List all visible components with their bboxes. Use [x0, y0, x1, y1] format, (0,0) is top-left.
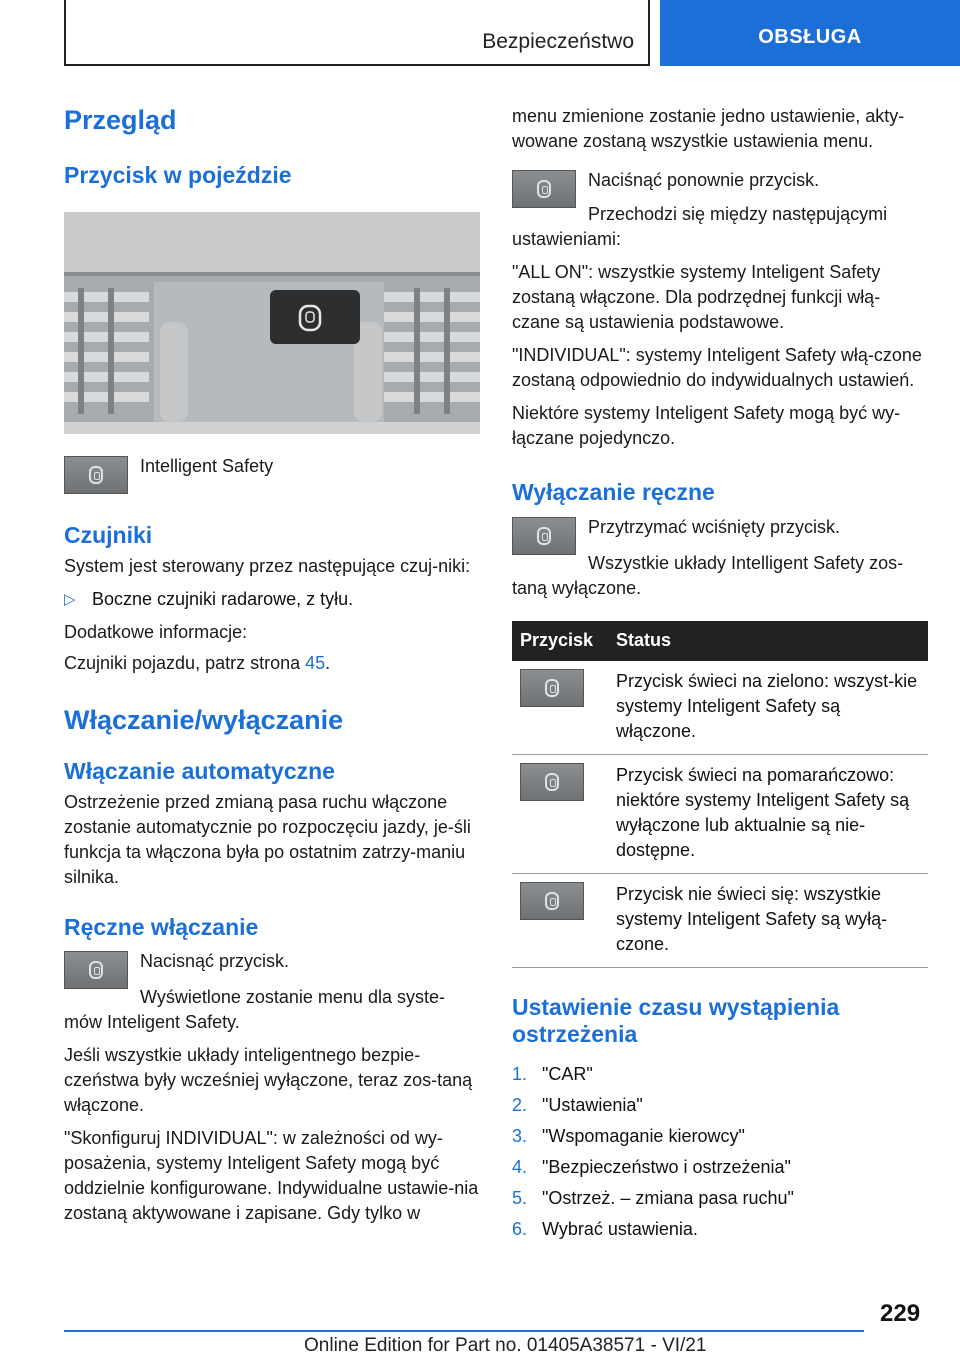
list-item: 6. Wybrać ustawienia. [512, 1218, 698, 1239]
status-table [512, 621, 928, 968]
hold-press-text: Przytrzymać wciśnięty przycisk. [588, 516, 841, 537]
sensors-text: System jest sterowany przez następujące czuj-niki: [64, 555, 471, 576]
safety-button-icon [512, 170, 576, 208]
list-item: 3. "Wspomaganie kierowcy" [512, 1125, 745, 1146]
list-item: 4. "Bezpieczeństwo i ostrzeżenia" [512, 1156, 791, 1177]
continued-text: menu zmienione zostanie jedno ustawienie, akty-wowane zostaną wszystkie ustawienia menu. [512, 106, 905, 151]
table-header-button: Przycisk [512, 621, 608, 661]
list-item: 1. "CAR" [512, 1063, 593, 1084]
manual-menu-text: Wyświetlone zostanie menu dla syste-mów Inteligent Safety. [64, 987, 445, 1033]
heading-manual-off: Wyłączanie ręczne [512, 479, 715, 505]
manual-press-row [64, 949, 480, 989]
sensors-reference [64, 651, 480, 676]
single-off-text: Niektóre systemy Inteligent Safety mogą być wy-łączane pojedynczo. [512, 403, 901, 448]
table-row [512, 754, 928, 873]
safety-button-caption: Intelligent Safety [140, 455, 274, 476]
status-cell: Przycisk świeci na zielono: wszyst-kie systemy Inteligent Safety są włączone. [608, 661, 928, 755]
hold-press-row [512, 515, 928, 555]
individual-text: "INDIVIDUAL": systemy Inteligent Safety włą-czone zostaną odpowiednio do indywidualnych ustawień. [512, 345, 922, 390]
left-column [64, 96, 480, 1226]
safety-button-icon [512, 517, 576, 555]
safety-button-icon [520, 763, 584, 801]
footer-rule [64, 1330, 864, 1332]
vehicle-button-photo [64, 212, 480, 434]
chapter-tab[interactable]: OBSŁUGA [660, 0, 960, 66]
page-number: 229 [880, 1300, 921, 1327]
triangle-bullet-icon: ▷ [64, 590, 76, 608]
safety-button-icon [520, 669, 584, 707]
all-on-text: "ALL ON": wszystkie systemy Inteligent Safety zostaną włączone. Dla podrzędnej funkcji włą-czane są ustawienia podstawowe. [512, 262, 881, 332]
page-title: Przegląd [64, 105, 177, 135]
sensor-bullet-text: Boczne czujniki radarowe, z tyłu. [92, 588, 354, 609]
auto-on-text: Ostrzeżenie przed zmianą pasa ruchu włączone zostanie automatycznie po rozpoczęciu jazdy, je-śli funkcja ta włączona była po ostatnim zatrzy-maniu silnika. [64, 791, 471, 887]
table-row [512, 873, 928, 967]
safety-button-icon [64, 456, 128, 494]
page-link[interactable]: 45 [305, 652, 326, 673]
heading-on-off: Włączanie/wyłączanie [64, 704, 344, 735]
dashboard-vents-image [64, 212, 480, 434]
safety-button-icon [520, 882, 584, 920]
heading-button-in-vehicle: Przycisk w pojeździe [64, 162, 292, 189]
cycle-text: Przechodzi się między następującymi ustawieniami: [512, 204, 888, 249]
table-row [512, 661, 928, 755]
heading-sensors: Czujniki [64, 521, 153, 548]
all-off-text: Wszystkie układy Intelligent Safety zos-taną wyłączone. [512, 552, 904, 598]
intelligent-safety-row [64, 454, 480, 494]
right-column [512, 104, 928, 1245]
more-info-label: Dodatkowe informacje: [64, 621, 248, 642]
reference-dot: . [325, 652, 331, 673]
list-item: 5. "Ostrzeż. – zmiana pasa ruchu" [512, 1187, 794, 1208]
sensor-bullet [64, 587, 480, 612]
table-header-status: Status [608, 621, 928, 661]
safety-button-icon [64, 951, 128, 989]
heading-warning-timing: Ustawienie czasu wystąpienia ostrzeżenia [512, 993, 840, 1048]
heading-auto-on: Włączanie automatyczne [64, 757, 335, 784]
section-title: Bezpieczeństwo [482, 30, 634, 53]
header-section-box [64, 0, 650, 66]
manual-paragraph-2: "Skonfiguruj INDIVIDUAL": w zależności od wy-posażenia, systemy Inteligent Safety mogą być oddzielnie konfigurowane. Indywidualne ustawie-nia zostaną aktywowane i zapisane. Gdy tylko w [64, 1128, 479, 1224]
status-cell: Przycisk świeci na pomarańczowo: niektóre systemy Inteligent Safety są wyłączone lub aktualnie są nie-dostępne. [608, 754, 928, 873]
reference-text: Czujniki pojazdu, patrz strona [64, 652, 301, 673]
steps-list [512, 1059, 928, 1245]
heading-manual-on: Ręczne włączanie [64, 913, 259, 940]
press-again-text: Naciśnąć ponownie przycisk. [588, 170, 820, 190]
list-item: 2. "Ustawienia" [512, 1094, 643, 1115]
manual-paragraph-1: Jeśli wszystkie układy inteligentnego bezpie-czeństwa były wcześniej wyłączone, teraz zos-taną włączone. [64, 1045, 473, 1116]
manual-press-text: Nacisnąć przycisk. [140, 951, 290, 972]
edition-text: Online Edition for Part no. 01405A38571 - VI/21 [304, 1335, 707, 1356]
status-cell: Przycisk nie świeci się: wszystkie systemy Inteligent Safety są wyłą-czone. [608, 873, 928, 967]
